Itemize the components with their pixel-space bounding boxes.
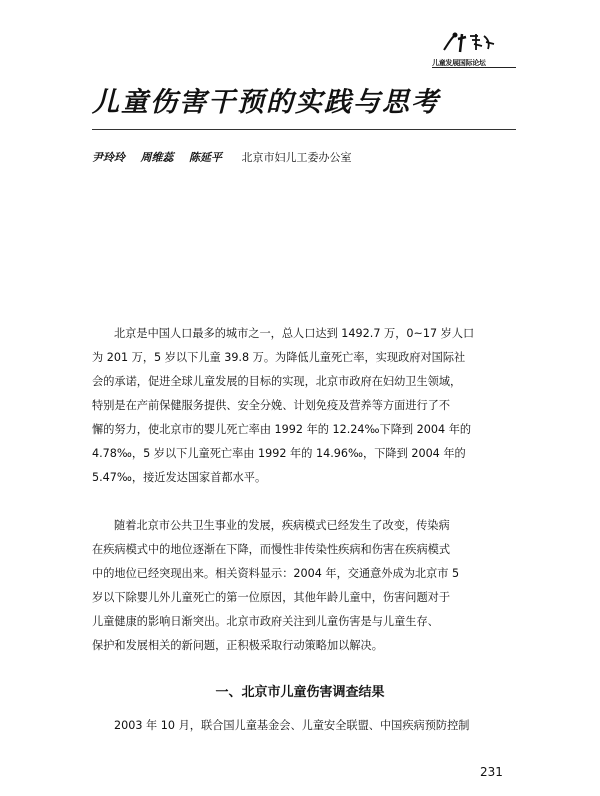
text-line: 在疾病模式中的地位逐渐在下降，而慢性非传染性疾病和伤害在疾病模式 bbox=[92, 543, 451, 556]
text-line: 中的地位已经突现出来。相关资料显示：2004 年，交通意外成为北京市 5 bbox=[92, 567, 460, 580]
section-heading: 一、北京市儿童伤害调查结果 bbox=[215, 685, 385, 700]
text-line: 岁以下除婴儿外儿童死亡的第一位原因，其他年龄儿童中，伤害问题对于 bbox=[92, 591, 451, 604]
text-line: 2003 年 10 月，联合国儿童基金会、儿童安全联盟、中国疾病预防控制 bbox=[114, 719, 470, 732]
text-line: 会的承诺，促进全球儿童发展的目标的实现，北京市政府在妇幼卫生领域， bbox=[92, 375, 462, 388]
text-line: 特别是在产前保健服务提供、安全分娩、计划免疫及营养等方面进行了不 bbox=[92, 399, 451, 412]
text-line: 为 201 万，5 岁以下儿童 39.8 万。为降低儿童死亡率，实现政府对国际社 bbox=[92, 351, 466, 364]
text-line: 5.47‰，接近发达国家首都水平。 bbox=[92, 471, 267, 484]
author-name: 尹玲玲 bbox=[92, 151, 125, 164]
article-title: 儿童伤害干预的实践与思考 bbox=[92, 87, 440, 118]
conference-logo bbox=[432, 30, 516, 72]
text-line: 北京是中国人口最多的城市之一，总人口达到 1492.7 万，0~17 岁人口 bbox=[114, 327, 475, 340]
body-paragraph-1 bbox=[92, 322, 516, 490]
text-line: 懈的努力，使北京市的婴儿死亡率由 1992 年的 12.24‰下降到 2004 年的 bbox=[92, 423, 472, 436]
text-line: 4.78‰，5 岁以下儿童死亡率由 1992 年的 14.96‰，下降到 2004 年的 bbox=[92, 447, 466, 460]
byline bbox=[92, 151, 352, 165]
text-line: 随着北京市公共卫生事业的发展，疾病模式已经发生了改变，传染病 bbox=[114, 519, 450, 532]
text-line: 儿童健康的影响日渐突出。北京市政府关注到儿童伤害是与儿童生存、 bbox=[92, 615, 439, 628]
title-divider bbox=[92, 129, 516, 130]
author-name: 陈延平 bbox=[189, 151, 222, 164]
body-paragraph-2 bbox=[92, 514, 516, 658]
author-name: 周维蕊 bbox=[140, 151, 174, 164]
text-line: 保护和发展相关的新问题，正积极采取行动策略加以解决。 bbox=[92, 639, 383, 652]
page-number: 231 bbox=[480, 765, 503, 779]
author-organization: 北京市妇儿工委办公室 bbox=[241, 151, 352, 164]
body-paragraph-3 bbox=[92, 714, 516, 738]
logo-caption: 儿童发展国际论坛 bbox=[432, 59, 516, 68]
logo-figures-icon bbox=[438, 30, 498, 54]
